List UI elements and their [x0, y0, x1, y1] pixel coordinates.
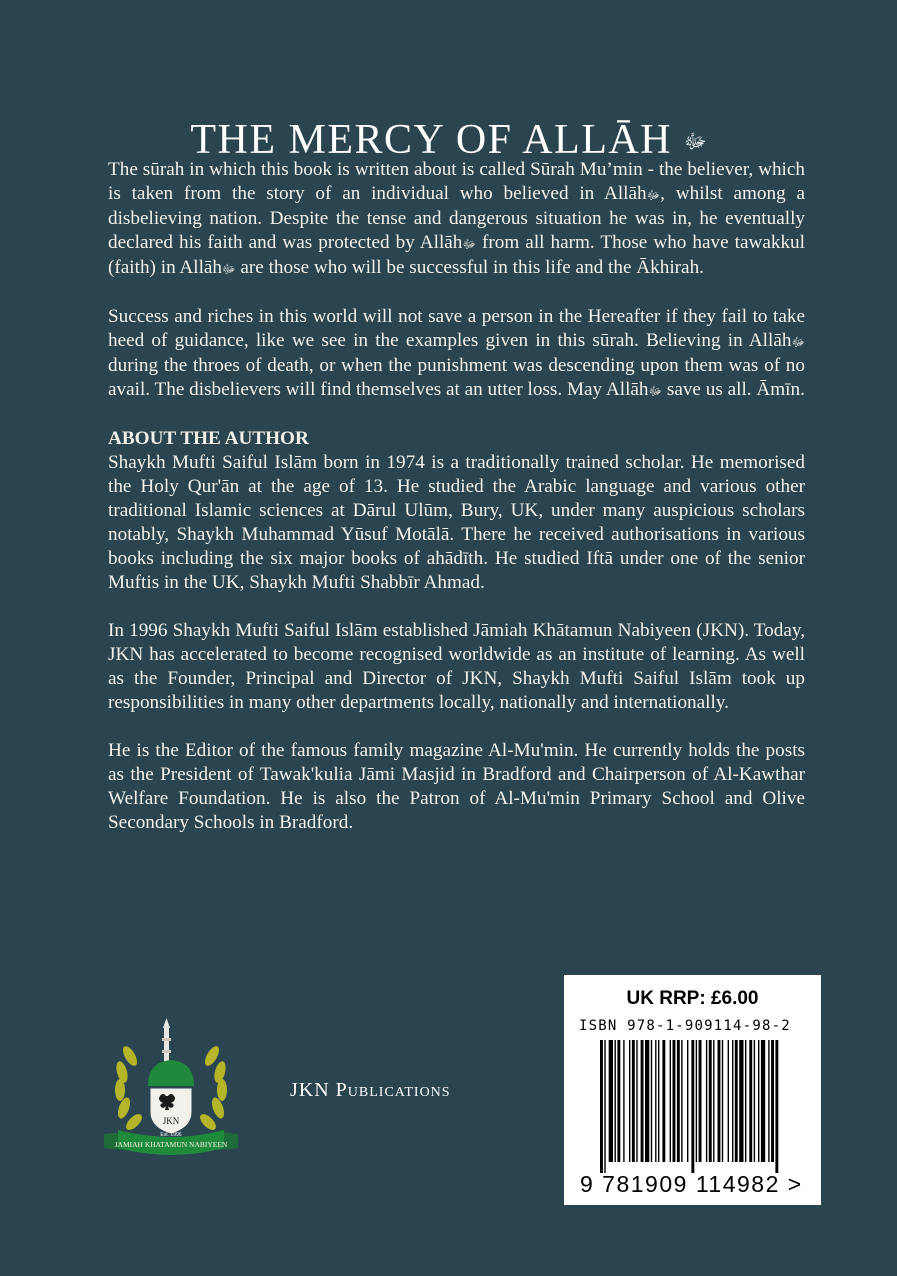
logo-ribbon-text: JAMIAH KHATAMUN NABIYEEN	[114, 1140, 228, 1149]
barcode-bar	[745, 1040, 746, 1162]
text-run: during the throes of death, or when the punishment was descending upon them was of no avail. The disbelievers will find themselves at an utter loss. May Allāh	[108, 355, 805, 400]
barcode-bar	[761, 1040, 765, 1162]
honorific-glyph: ﷻ	[222, 262, 236, 276]
barcode-bar	[670, 1040, 671, 1162]
publisher-name: JKN Publications	[290, 1079, 451, 1101]
barcode-bar	[749, 1040, 752, 1162]
honorific-glyph: ﷻ	[791, 335, 805, 349]
barcode-bar	[699, 1040, 702, 1162]
barcode-bar	[615, 1040, 616, 1162]
about-author-heading: ABOUT THE AUTHOR	[108, 428, 309, 449]
about-paragraph-3: He is the Editor of the famous family magazine Al-Mu'min. He currently holds the posts as the President of Tawak'kulia Jāmi Masjid in Bradford and Chairperson of Al-Kawthar Welfare Foundation. He is also the Patron of Al-Mu'min Primary School and Olive Secondary Schools in Bradford.	[108, 740, 805, 833]
cover-title	[0, 116, 897, 164]
logo-established: Est. 1996	[160, 1132, 182, 1138]
barcode-bar	[662, 1040, 665, 1162]
barcode-bar	[722, 1040, 723, 1162]
barcode-bar	[604, 1040, 605, 1173]
barcode-bar	[768, 1040, 769, 1162]
blurb-paragraph-2	[108, 305, 805, 403]
barcode-bar	[651, 1040, 652, 1162]
about-paragraph-1: Shaykh Mufti Saiful Islām born in 1974 is a traditionally trained scholar. He memorised the Holy Qur'ān at the age of 13. He studied the Arabic language and various other traditional Islamic sciences at Dārul Ulūm, Bury, UK, under many auspicious scholars notably, Shaykh Muhammad Yūsuf Motālā. There he received authorisations in various books including the six major books of ahādīth. He studied Iftā under one of the senior Muftis in the UK, Shaykh Mufti Shabbīr Ahmad.	[108, 452, 805, 593]
barcode-bar	[739, 1040, 743, 1162]
barcode-bar	[754, 1040, 755, 1162]
barcode-bar	[673, 1040, 676, 1162]
barcode-bar	[681, 1040, 682, 1162]
barcode-bar	[735, 1040, 738, 1162]
barcode-bar	[655, 1040, 656, 1162]
isbn-text: ISBN 978-1-909114-98-2	[579, 1018, 791, 1034]
honorific-glyph: ﷻ	[646, 188, 661, 202]
blurb-paragraph-1	[108, 158, 805, 281]
text-run: Success and riches in this world will not save a person in the Hereafter if they fail to take heed of guidance, like we see in the examples given in this sūrah. Believing in Allāh	[108, 306, 805, 351]
barcode-bar	[713, 1040, 714, 1162]
barcode-bar	[696, 1040, 697, 1162]
barcode-bar	[706, 1040, 707, 1162]
barcode-bar	[718, 1040, 721, 1162]
barcode-bar	[687, 1040, 688, 1162]
barcode-bar	[775, 1040, 778, 1173]
barcode-icon	[578, 1038, 808, 1173]
logo-initials: JKN	[162, 1116, 180, 1126]
about-paragraph-2: In 1996 Shaykh Mufti Saiful Islām established Jāmiah Khātamun Nabiyeen (JKN). Today, JKN has accelerated to become recognised worldwide as an institute of learning. As well as the Founder, Principal and Director of JKN, Shaykh Mufti Saiful Islām took up responsibilities in many other departments locally, nationally and internationally.	[108, 620, 805, 713]
blurb	[108, 158, 805, 859]
barcode-bar	[629, 1040, 630, 1162]
text-run: from all harm. Those who have tawakkul (faith) in Allāh	[108, 232, 805, 278]
barcode-bar	[600, 1040, 603, 1173]
barcode-bar	[658, 1040, 659, 1162]
price-label: UK RRP: £6.00	[626, 988, 759, 1009]
text-run: The sūrah in which this book is written about is called Sūrah Mu’min - the believer, which is taken from the story of an individual who believed in Allāh	[108, 159, 805, 204]
jkn-logo	[100, 1016, 242, 1156]
barcode-bar	[709, 1040, 712, 1162]
barcode-bar	[641, 1040, 644, 1162]
barcode-number: 9 781909 114982 >	[580, 1171, 803, 1197]
honorific-glyph: ﷻ	[648, 384, 663, 398]
barcode-bar	[728, 1040, 729, 1162]
barcode-label	[564, 975, 821, 1205]
barcode-bar	[636, 1040, 637, 1162]
barcode-bar	[632, 1040, 635, 1162]
barcode-bar	[609, 1040, 613, 1162]
green-dome-icon	[148, 1060, 194, 1086]
text-run: , whilst among a disbelieving nation. Despite the tense and dangerous situation he was in, he eventually declared his faith and was protected by Allāh	[108, 183, 805, 253]
text-run: are those who will be successful in this life and the Ākhirah.	[235, 257, 704, 278]
barcode-bar	[645, 1040, 649, 1162]
barcode-bar	[732, 1040, 733, 1162]
text-run: save us all. Āmīn.	[662, 379, 805, 400]
barcode-bar	[617, 1040, 620, 1162]
barcode-bar	[623, 1040, 624, 1162]
barcode-bar	[771, 1040, 774, 1162]
barcode-bar	[677, 1040, 680, 1162]
barcode-bar	[691, 1040, 694, 1173]
barcode-bar	[758, 1040, 759, 1162]
about-author-section	[108, 427, 805, 595]
honorific-glyph: ﷻ	[462, 237, 476, 251]
honorific-glyph: ﷻ	[684, 130, 707, 153]
title-text: THE MERCY OF ALLĀH	[190, 117, 673, 164]
